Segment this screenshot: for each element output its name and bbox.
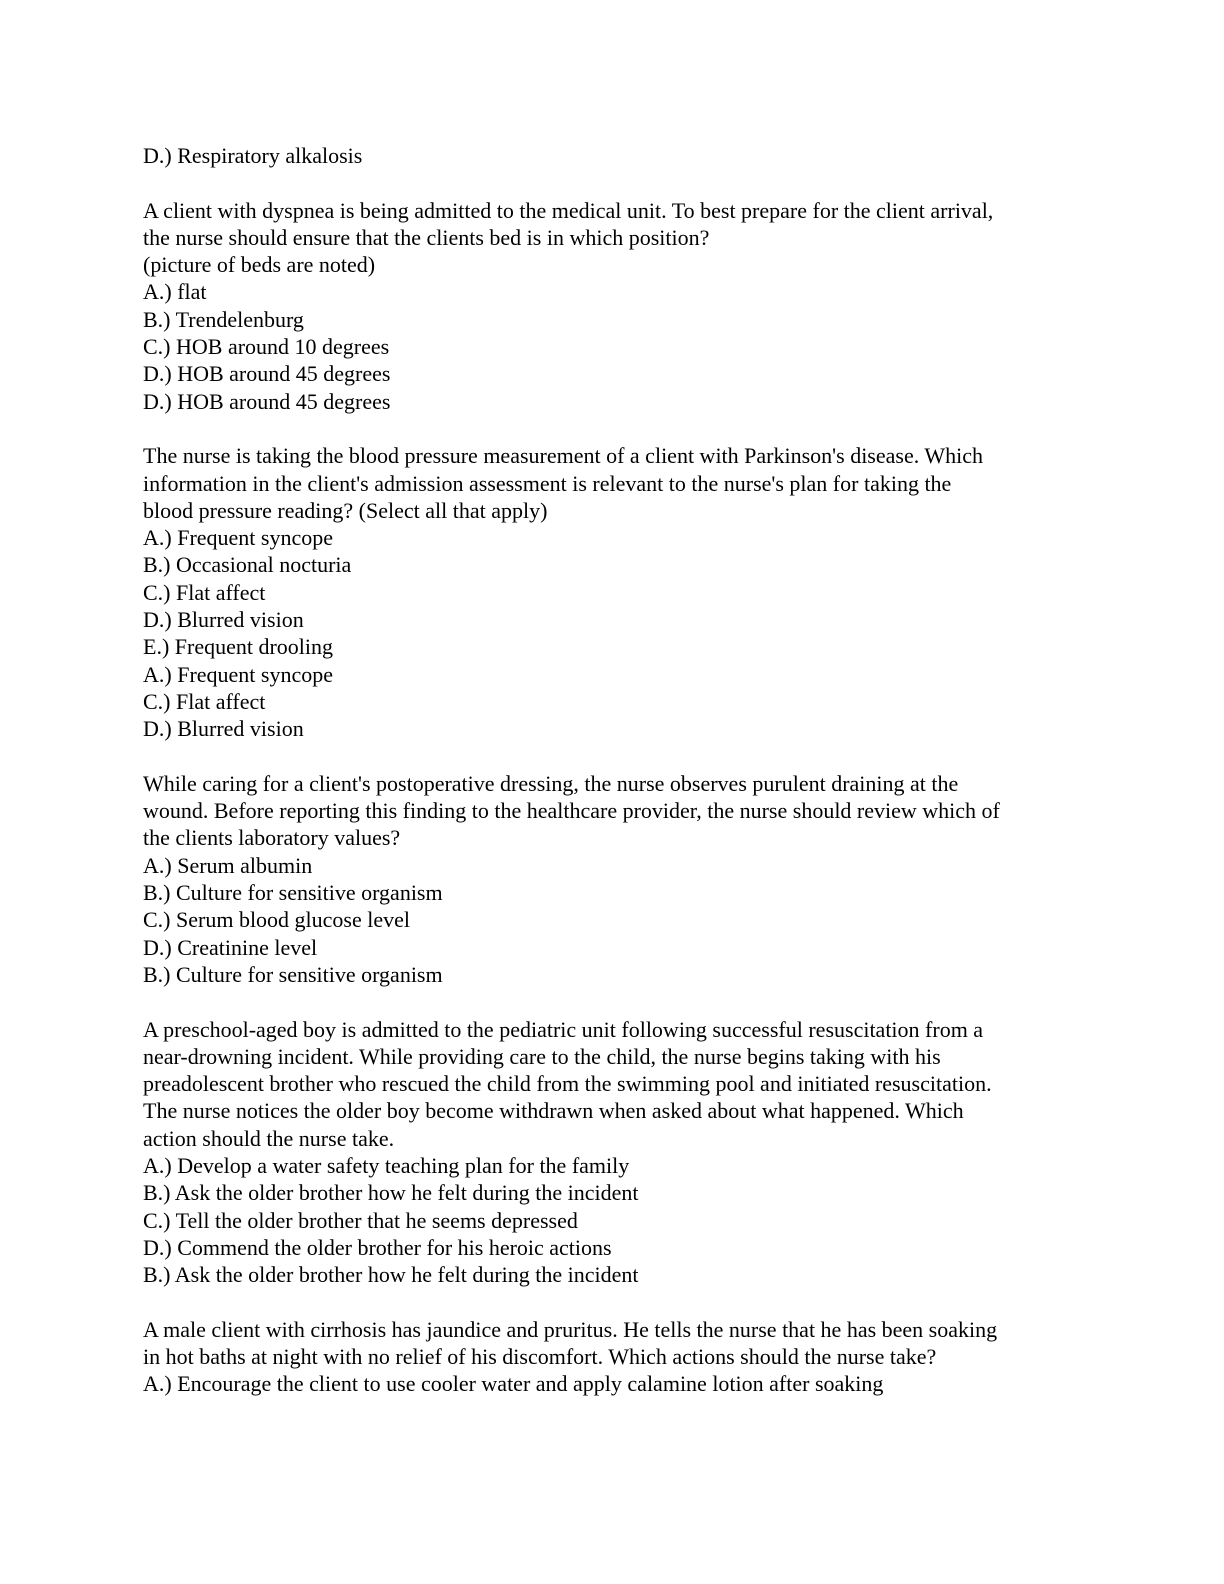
question-cirrhosis xyxy=(143,1316,1083,1398)
option-c: C.) HOB around 10 degrees xyxy=(143,334,390,360)
question-text: the clients laboratory values? xyxy=(143,825,401,851)
option-c: C.) Flat affect xyxy=(143,579,266,605)
question-text: The nurse notices the older boy become withdrawn when asked about what happened. Which xyxy=(143,1098,964,1124)
option-a: A.) flat xyxy=(143,279,207,305)
question-near-drowning xyxy=(143,1016,1083,1289)
question-text: near-drowning incident. While providing care to the child, the nurse begins taking with his xyxy=(143,1043,941,1069)
answer-line: D.) Respiratory alkalosis xyxy=(143,143,363,168)
option-a: A.) Serum albumin xyxy=(143,852,313,878)
question-text: blood pressure reading? (Select all that apply) xyxy=(143,497,548,523)
option-b: B.) Culture for sensitive organism xyxy=(143,880,443,906)
answer-fragment xyxy=(143,142,1083,169)
question-dyspnea xyxy=(143,197,1083,415)
option-a: A.) Frequent syncope xyxy=(143,525,334,551)
question-parkinsons xyxy=(143,442,1083,742)
question-text: A preschool-aged boy is admitted to the pediatric unit following successful resuscitation from a xyxy=(143,1016,984,1042)
answer-line: B.) Ask the older brother how he felt during the incident xyxy=(143,1262,639,1288)
option-b: B.) Ask the older brother how he felt during the incident xyxy=(143,1180,639,1206)
answer-line: B.) Culture for sensitive organism xyxy=(143,961,443,987)
question-text: the nurse should ensure that the clients bed is in which position? xyxy=(143,224,710,250)
answer-line: D.) Blurred vision xyxy=(143,716,304,742)
option-d: D.) HOB around 45 degrees xyxy=(143,361,391,387)
question-text: While caring for a client's postoperative dressing, the nurse observes purulent draining at the xyxy=(143,770,959,796)
option-b: B.) Occasional nocturia xyxy=(143,552,352,578)
option-a: A.) Encourage the client to use cooler water and apply calamine lotion after soaking xyxy=(143,1371,884,1397)
option-e: E.) Frequent drooling xyxy=(143,634,334,660)
question-text: The nurse is taking the blood pressure measurement of a client with Parkinson's disease. Which xyxy=(143,443,983,469)
question-text: in hot baths at night with no relief of his discomfort. Which actions should the nurse take? xyxy=(143,1344,937,1370)
question-text: information in the client's admission assessment is relevant to the nurse's plan for taking the xyxy=(143,470,952,496)
question-text: A client with dyspnea is being admitted to the medical unit. To best prepare for the client arrival, xyxy=(143,197,994,223)
option-d: D.) Commend the older brother for his heroic actions xyxy=(143,1234,612,1260)
answer-line: D.) HOB around 45 degrees xyxy=(143,388,391,414)
document-page xyxy=(143,142,1083,1398)
answer-line: A.) Frequent syncope xyxy=(143,661,334,687)
question-text: A male client with cirrhosis has jaundice and pruritus. He tells the nurse that he has been soaking xyxy=(143,1316,998,1342)
option-c: C.) Tell the older brother that he seems depressed xyxy=(143,1207,578,1233)
question-note: (picture of beds are noted) xyxy=(143,252,376,278)
option-b: B.) Trendelenburg xyxy=(143,306,304,332)
option-c: C.) Serum blood glucose level xyxy=(143,907,411,933)
answer-line: C.) Flat affect xyxy=(143,688,266,714)
option-d: D.) Blurred vision xyxy=(143,607,304,633)
question-postoperative-dressing xyxy=(143,770,1083,988)
option-a: A.) Develop a water safety teaching plan for the family xyxy=(143,1152,630,1178)
question-text: wound. Before reporting this finding to the healthcare provider, the nurse should review which of xyxy=(143,798,1000,824)
question-text: preadolescent brother who rescued the child from the swimming pool and initiated resuscitation. xyxy=(143,1071,992,1097)
question-text: action should the nurse take. xyxy=(143,1125,395,1151)
option-d: D.) Creatinine level xyxy=(143,934,318,960)
